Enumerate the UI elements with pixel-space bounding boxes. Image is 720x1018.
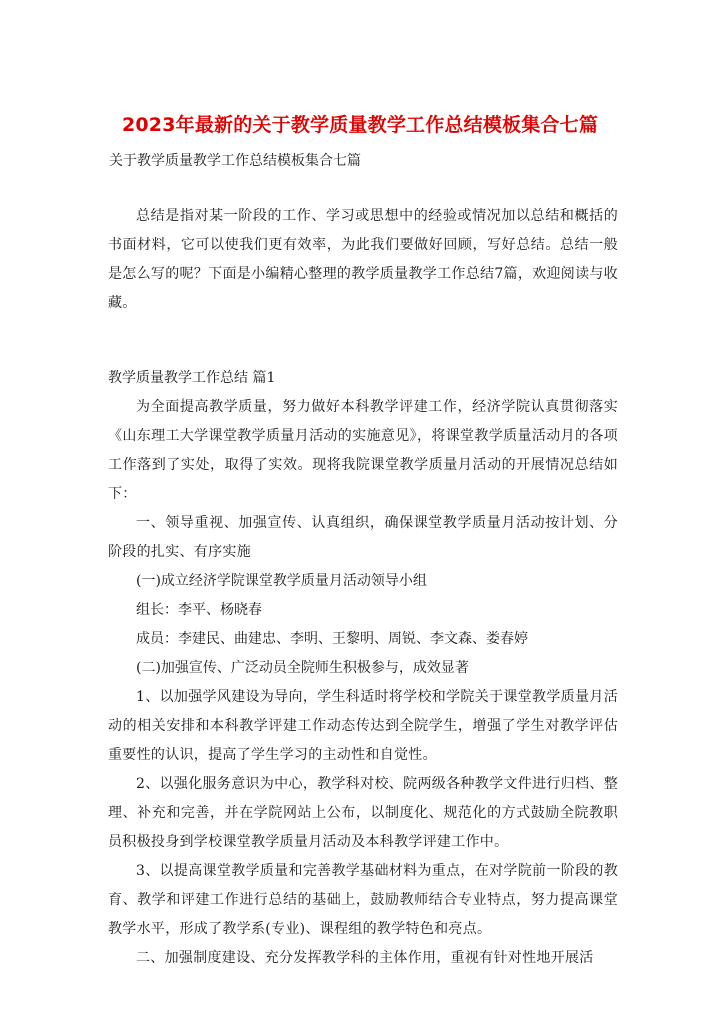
list-line: 成员：李建民、曲建忠、李明、王黎明、周锐、李文森、娄春婷 [136, 631, 528, 647]
section-heading: 教学质量教学工作总结 篇1 [108, 370, 276, 386]
body-paragraph: 一、领导重视、加强宣传、认真组织，确保课堂教学质量月活动按计划、分阶段的扎实、有序实施 [108, 515, 618, 560]
body-paragraph: 3、以提高课堂教学质量和完善教学基础材料为重点，在对学院前一阶段的教育、教学和评建工作进行总结的基础上，鼓励教师结合专业特点，努力提高课堂教学水平，形成了教学系(专业)、课程组的教学特色和亮点。 [108, 863, 618, 937]
document-subtitle: 关于教学质量教学工作总结模板集合七篇 [109, 153, 361, 169]
body-paragraph: 为全面提高教学质量，努力做好本科教学评建工作，经济学院认真贯彻落实《山东理工大学课堂教学质量月活动的实施意见》，将课堂教学质量活动月的各项工作落到了实处，取得了实效。现将我院课堂教学质量月活动的开展情况总结如下： [108, 399, 618, 502]
body-paragraph: 2、以强化服务意识为中心，教学科对校、院两级各种教学文件进行归档、整理、补充和完善，并在学院网站上公布，以制度化、规范化的方式鼓励全院教职员积极投身到学校课堂教学质量月活动及本科教学评建工作中。 [108, 776, 618, 850]
document-title: 2023年最新的关于教学质量教学工作总结模板集合七篇 [121, 114, 599, 136]
list-line: (二)加强宣传、广泛动员全院师生积极参与，成效显著 [136, 660, 469, 676]
body-paragraph: 二、加强制度建设、充分发挥教学科的主体作用，重视有针对性地开展活 [136, 950, 594, 966]
intro-paragraph: 总结是指对某一阶段的工作、学习或思想中的经验或情况加以总结和概括的书面材料，它可以使我们更有效率，为此我们要做好回顾，写好总结。总结一般是怎么写的呢？下面是小编精心整理的教学质量教学工作总结7篇，欢迎阅读与收藏。 [108, 208, 618, 311]
list-line: (一)成立经济学院课堂教学质量月活动领导小组 [136, 573, 427, 589]
body-paragraph: 1、以加强学风建设为导向，学生科适时将学校和学院关于课堂教学质量月活动的相关安排和本科教学评建工作动态传达到全院学生，增强了学生对教学评估重要性的认识，提高了学生学习的主动性和自觉性。 [108, 689, 618, 763]
document-body [108, 202, 618, 973]
list-line: 组长：李平、杨晓春 [136, 602, 262, 618]
